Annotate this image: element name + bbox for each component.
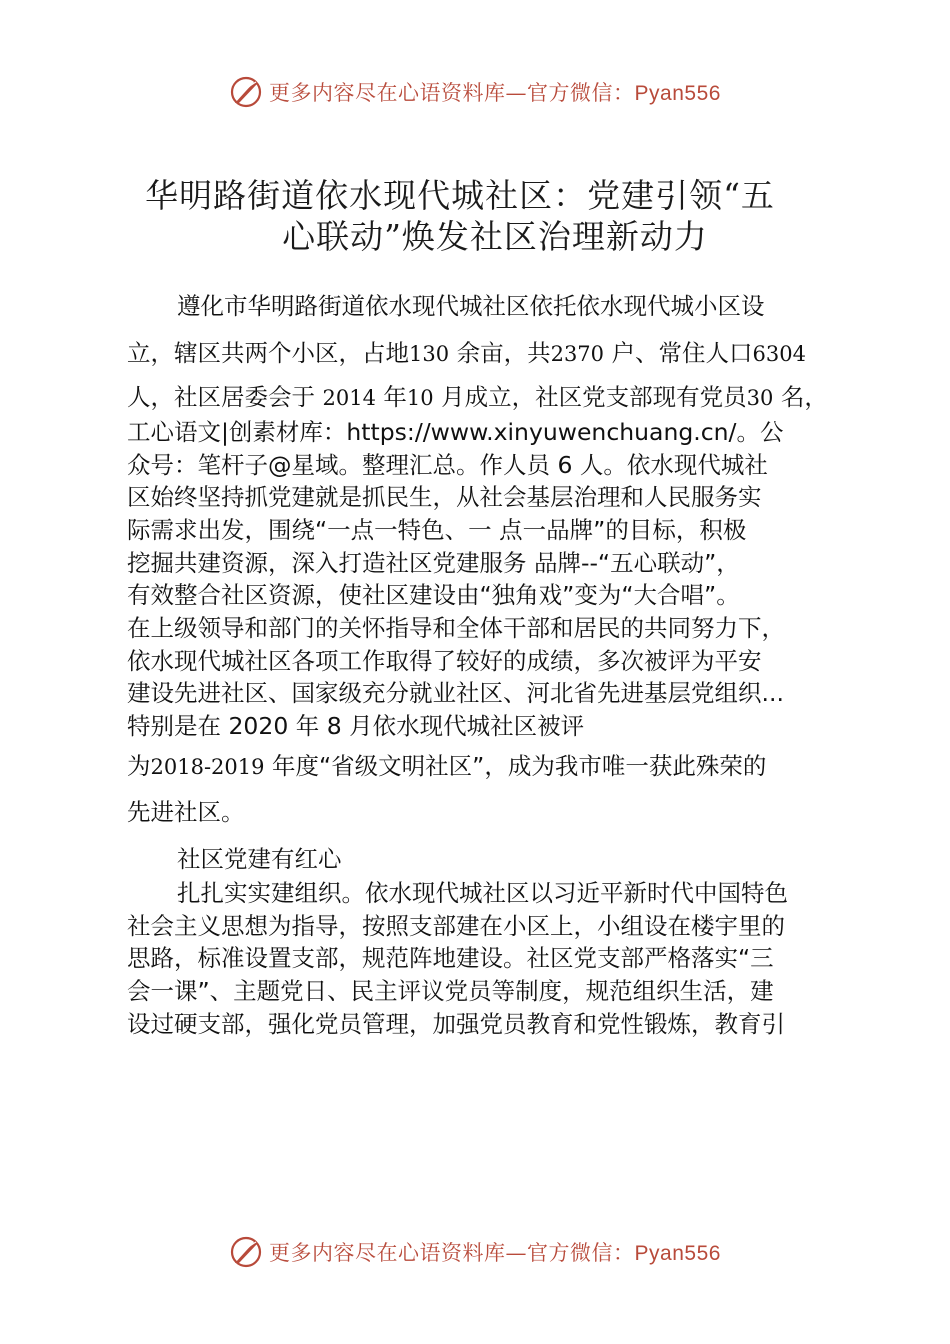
paragraph-line: 特别是在 2020 年 8 月依水现代城社区被评	[127, 712, 585, 740]
footer-watermark	[0, 1232, 950, 1272]
document-title-line-2: 心联动”焕发社区治理新动力	[282, 217, 708, 256]
paragraph-line: 社会主义思想为指导，按照支部建在小区上，小组设在楼宇里的	[127, 912, 785, 940]
watermark-wechat-id: Pyan556	[634, 1242, 721, 1265]
document-title-line-1: 华明路街道依水现代城社区：党建引领“五	[145, 176, 775, 215]
paragraph-line: 区始终坚持抓党建就是抓民生，从社会基层治理和人民服务实	[127, 483, 762, 511]
quill-logo-icon	[229, 1235, 263, 1269]
paragraph-line: 遵化市华明路街道依水现代城社区依托依水现代城小区设	[177, 292, 765, 320]
paragraph-line: 工心语文|创素材库：https://www.xinyuwenchuang.cn/。公	[127, 418, 784, 446]
watermark-text: 更多内容尽在心语资料库—官方微信：	[269, 81, 635, 105]
watermark-text: 更多内容尽在心语资料库—官方微信：	[269, 1241, 635, 1265]
paragraph-line: 思路，标准设置支部，规范阵地建设。社区党支部严格落实“三	[127, 944, 774, 972]
paragraph-line: 在上级领导和部门的关怀指导和全体干部和居民的共同努力下，	[127, 614, 785, 642]
paragraph-line: 人，社区居委会于 2014 年10 月成立，社区党支部现有党员30 名，	[127, 383, 828, 411]
paragraph-line: 建设先进社区、国家级充分就业社区、河北省先进基层党组织...	[127, 679, 784, 707]
paragraph-line: 立，辖区共两个小区，占地130 余亩，共2370 户、常住人口6304	[127, 339, 806, 367]
paragraph-line: 扎扎实实建组织。依水现代城社区以习近平新时代中国特色	[177, 879, 788, 907]
paragraph-line: 为2018-2019 年度“省级文明社区”，成为我市唯一获此殊荣的	[127, 752, 767, 780]
paragraph-line: 际需求出发，围绕“一点一特色、一 点一品牌”的目标，积极	[127, 516, 747, 544]
header-watermark	[0, 72, 950, 112]
paragraph-line: 设过硬支部，强化党员管理，加强党员教育和党性锻炼，教育引	[127, 1010, 785, 1038]
section-heading: 社区党建有红心	[177, 845, 342, 873]
paragraph-line: 有效整合社区资源，使社区建设由“独角戏”变为“大合唱”。	[127, 581, 740, 609]
paragraph-line: 依水现代城社区各项工作取得了较好的成绩，多次被评为平安	[127, 647, 762, 675]
paragraph-line: 会一课”、主题党日、民主评议党员等制度，规范组织生活，建	[127, 977, 774, 1005]
paragraph-line: 先进社区。	[127, 798, 245, 826]
quill-logo-icon	[229, 75, 263, 109]
paragraph-line: 众号：笔杆子@星域。整理汇总。作人员 6 人。依水现代城社	[127, 451, 768, 479]
paragraph-line: 挖掘共建资源，深入打造社区党建服务 品牌--“五心联动”，	[127, 549, 740, 577]
watermark-wechat-id: Pyan556	[634, 82, 721, 105]
